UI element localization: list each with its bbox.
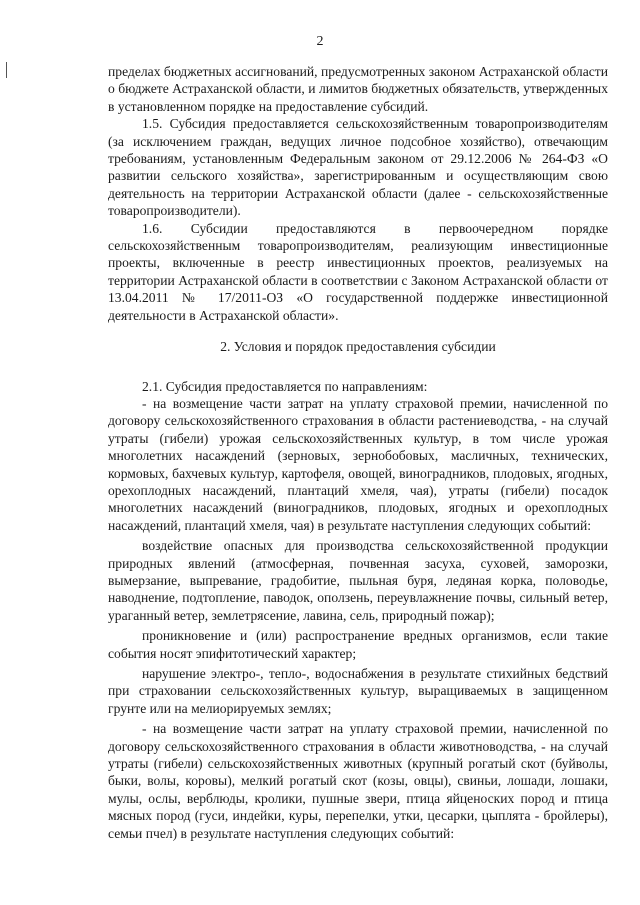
section-heading: 2. Условия и порядок предоставления субсидии bbox=[220, 339, 496, 355]
paragraph-animal-insurance: - на возмещение части затрат на уплату страховой премии, начисленной по договору сельскохозяйственного страхования в области животноводства, - на случай утраты (гибели) сельскохозяйственных животных (крупный рогатый скот (буйволы, быки, волы, коровы), мелкий рогатый скот (козы, овцы), свиньи, лошади, лошаки, мулы, ослы, верблюды, кролики, пушные звери, птица яйценоских пород и птица мясных пород (гуси, индейки, куры, перепелки, утки, цесарки, цыплята - бройлеры), семьи пчел) в результате наступления следующих событий: bbox=[108, 721, 608, 841]
paragraph-natural-hazards: воздействие опасных для производства сельскохозяйственной продукции природных явлений (атмосферная, почвенная засуха, суховей, заморозки, вымерзание, выпревание, градобитие, пыльная буря, ледяная корка, половодье, наводнение, подтопление, паводок, оползень, переувлажнение почвы, сильный ветер, ураганный ветер, землетрясение, лавина, сель, природный пожар); bbox=[108, 538, 608, 623]
paragraph-pests: проникновение и (или) распространение вредных организмов, если такие события носят эпифитотический характер; bbox=[108, 628, 608, 661]
paragraph-utility-disruption: нарушение электро-, тепло-, водоснабжения в результате стихийных бедствий при страховании сельскохозяйственных культур, выращиваемых в защищенном грунте или на мелиорируемых землях; bbox=[108, 666, 608, 716]
paragraph-budget-continuation: пределах бюджетных ассигнований, предусмотренных законом Астраханской области о бюджете Астраханской области, и лимитов бюджетных обязательств, утвержденных в установленном порядке на предоставление субсидий. bbox=[108, 64, 608, 114]
page-number: 2 bbox=[316, 34, 324, 49]
paragraph-crop-insurance: - на возмещение части затрат на уплату страховой премии, начисленной по договору сельскохозяйственного страхования в области растениеводства, - на случай утраты (гибели) урожая сельскохозяйственных культур, в том числе урожая многолетних насаждений (зерновых, зернобобовых, масличных, технических, кормовых, бахчевых культур, картофеля, овощей, виноградников, плодовых, ягодных, орехоплодных насаждений, плантаций хмеля, чая), утраты (гибели) посадок многолетних насаждений (виноградников, плодовых, ягодных и орехоплодных насаждений, плантаций хмеля, чая) в результате наступления следующих событий: bbox=[108, 395, 608, 533]
paragraph-1-5: 1.5. Субсидия предоставляется сельскохозяйственным товаропроизводителям (за исключением граждан, ведущих личное подсобное хозяйство), отвечающим требованиям, установленным Федеральным законом от 29.12.2006 № 264-ФЗ «О развитии сельского хозяйства», зарегистрированным и осуществляющим свою деятельность на территории Астраханской области (далее - сельскохозяйственные товаропроизводители). bbox=[108, 116, 608, 219]
scan-artifact-mark bbox=[6, 62, 7, 78]
document-body bbox=[108, 63, 608, 842]
paragraph-1-6: 1.6. Субсидии предоставляются в первоочередном порядке сельскохозяйственным товаропроизводителям, реализующим инвестиционные проекты, включенные в реестр инвестиционных проектов, реализуемых на территории Астраханской области в соответствии с Законом Астраханской области от 13.04.2011 № 17/2011-ОЗ «О государственной поддержке инвестиционной деятельности в Астраханской области». bbox=[108, 220, 608, 323]
paragraph-2-1: 2.1. Субсидия предоставляется по направлениям: bbox=[142, 378, 428, 394]
